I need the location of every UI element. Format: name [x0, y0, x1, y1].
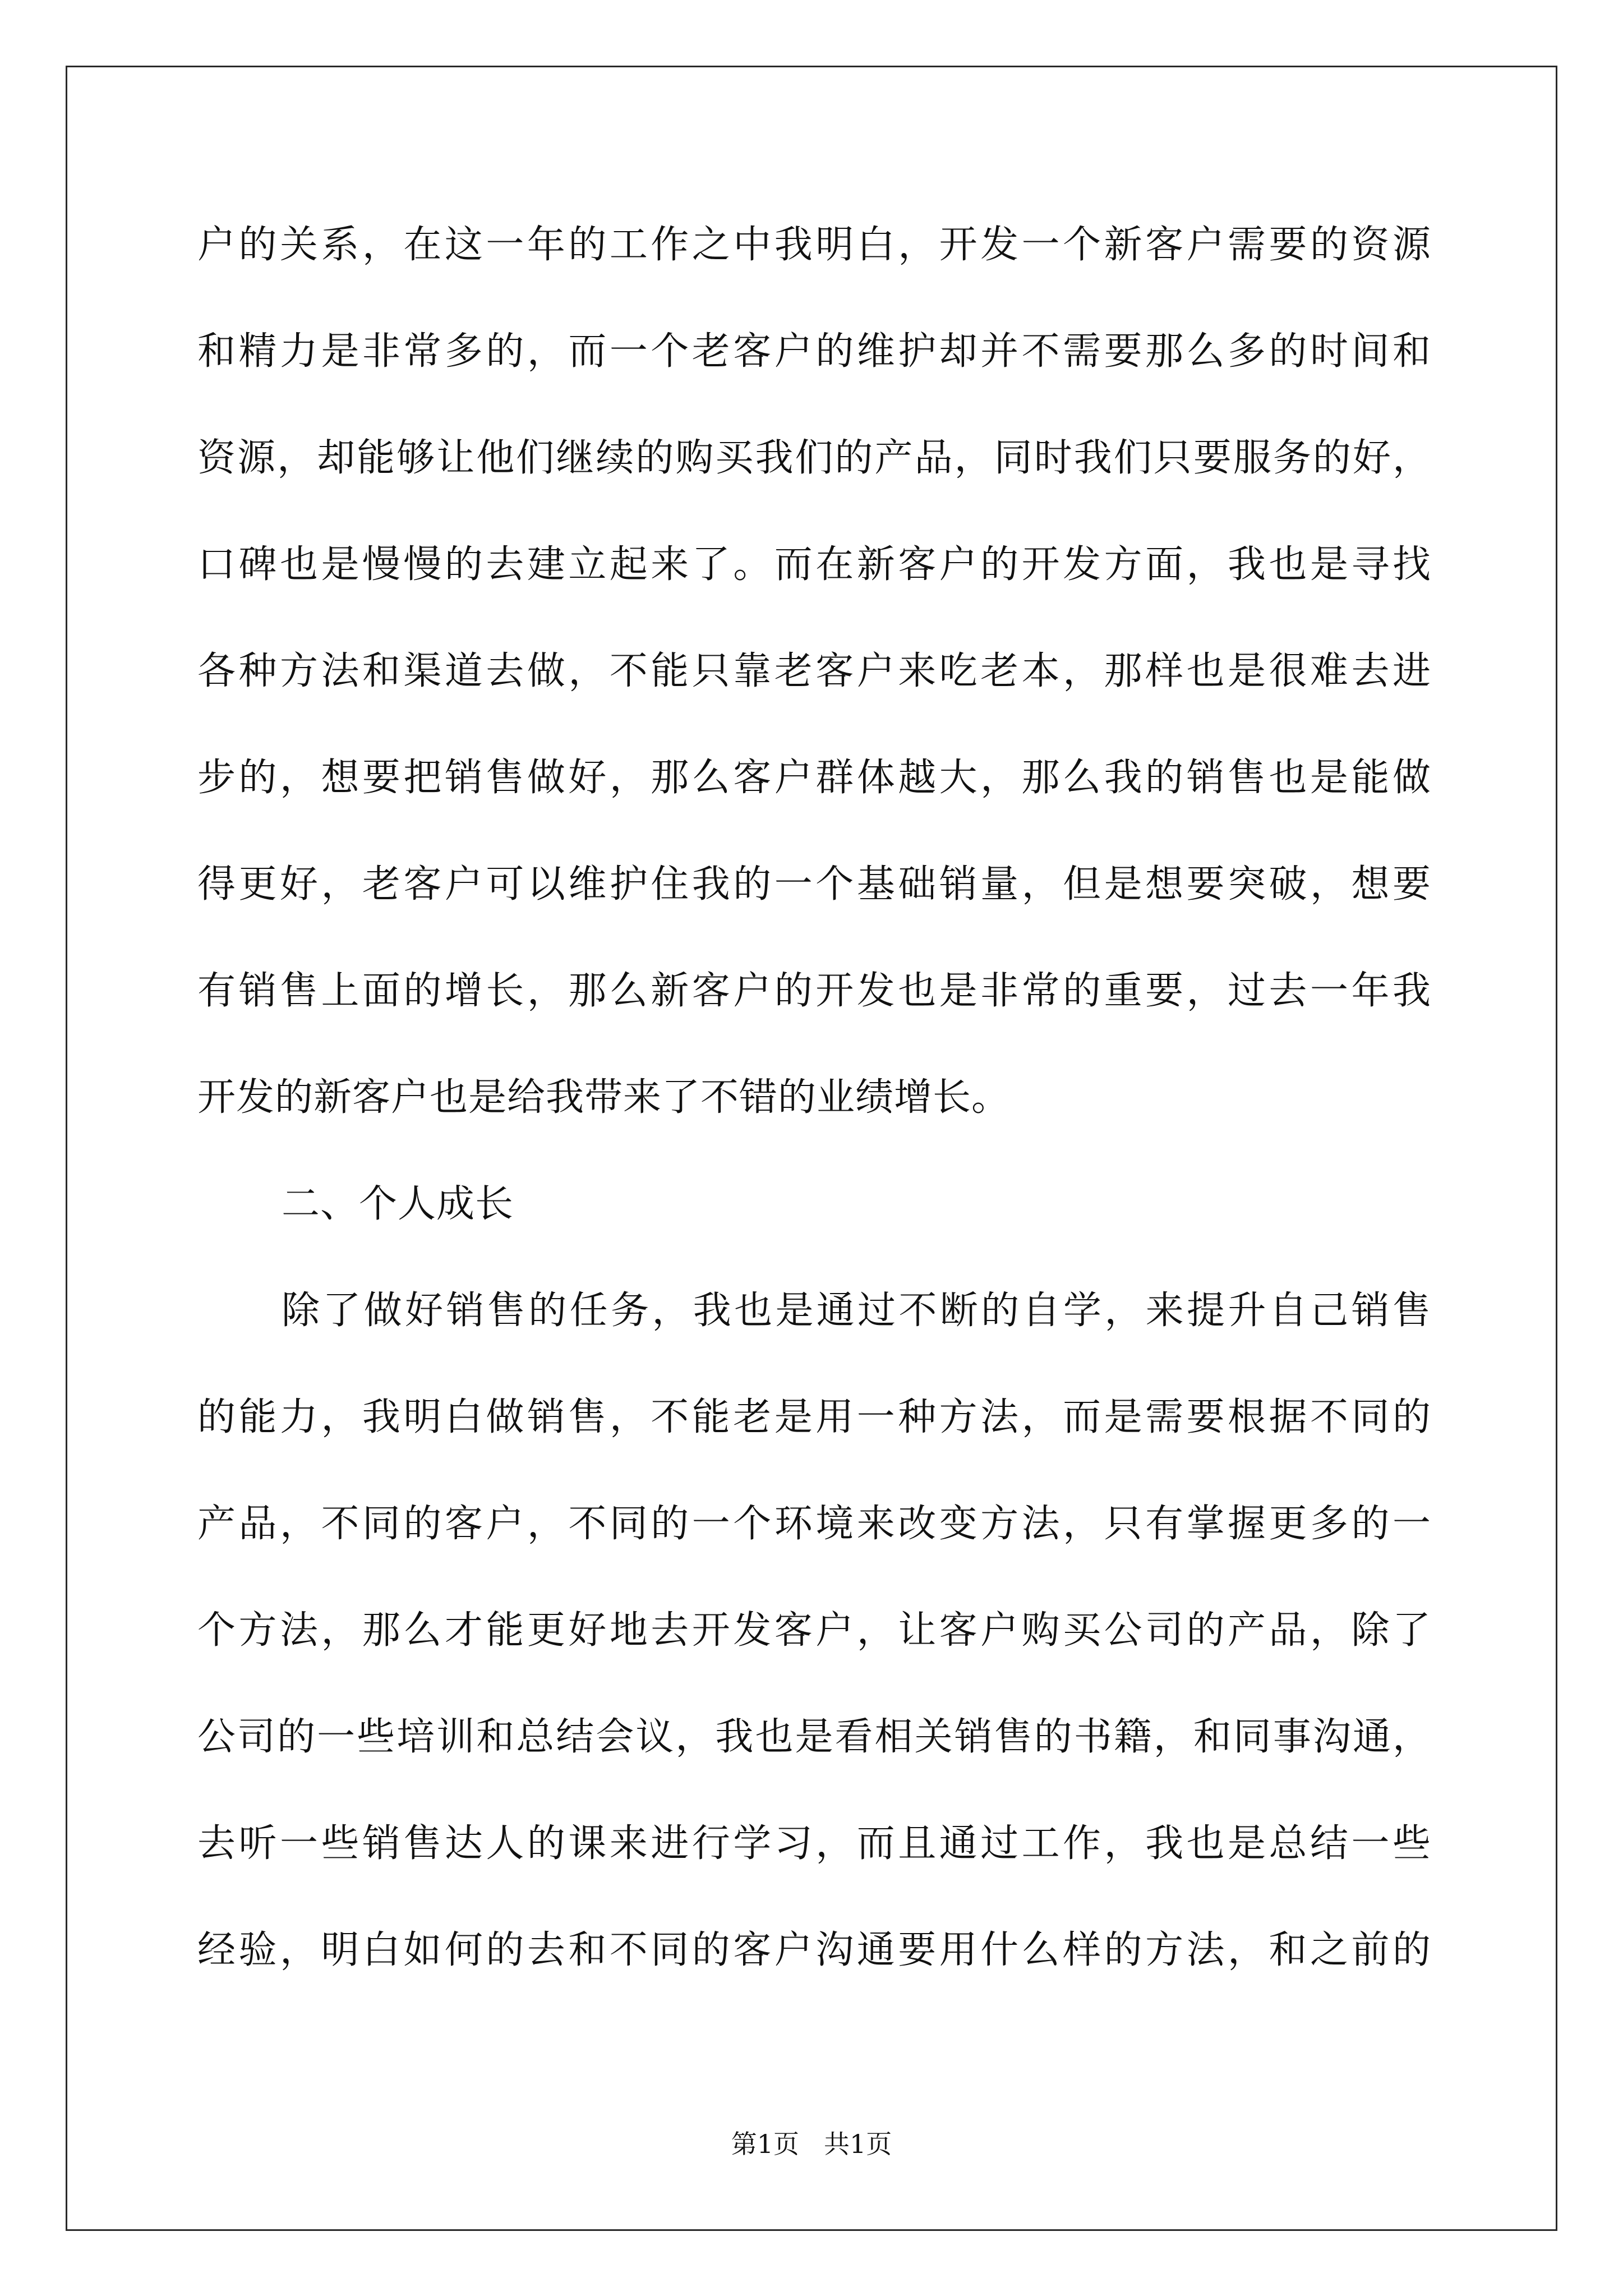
text-line: 和精力是非常多的，而一个老客户的维护却并不需要那么多的时间和 [197, 329, 1431, 374]
text-line: 经验，明白如何的去和不同的客户沟通要用什么样的方法，和之前的 [197, 1928, 1431, 1972]
section-heading: 二、个人成长 [282, 1182, 514, 1226]
text-line: 开发的新客户也是给我带来了不错的业绩增长。 [197, 1075, 1011, 1120]
text-line: 产品，不同的客户，不同的一个环境来改变方法，只有掌握更多的一 [197, 1502, 1431, 1546]
text-line: 有销售上面的增长，那么新客户的开发也是非常的重要，过去一年我 [197, 969, 1431, 1013]
document-body [197, 214, 1431, 2026]
text-line: 资源，却能够让他们继续的购买我们的产品，同时我们只要服务的好， [197, 436, 1431, 480]
text-line: 口碑也是慢慢的去建立起来了。而在新客户的开发方面，我也是寻找 [197, 542, 1431, 587]
page-number: 第1页 [731, 2129, 799, 2159]
page-footer [0, 2127, 1623, 2161]
text-line: 公司的一些培训和总结会议，我也是看相关销售的书籍，和同事沟通， [197, 1715, 1431, 1759]
page-count: 共1页 [824, 2129, 892, 2159]
text-line: 个方法，那么才能更好地去开发客户，让客户购买公司的产品，除了 [197, 1608, 1431, 1653]
text-line: 除了做好销售的任务，我也是通过不断的自学，来提升自己销售 [282, 1289, 1431, 1333]
text-line: 去听一些销售达人的课来进行学习，而且通过工作，我也是总结一些 [197, 1821, 1431, 1866]
text-line: 步的，想要把销售做好，那么客户群体越大，那么我的销售也是能做 [197, 756, 1431, 800]
text-line: 得更好，老客户可以维护住我的一个基础销量，但是想要突破，想要 [197, 862, 1431, 907]
text-line: 的能力，我明白做销售，不能老是用一种方法，而是需要根据不同的 [197, 1395, 1431, 1439]
text-line: 各种方法和渠道去做，不能只靠老客户来吃老本，那样也是很难去进 [197, 649, 1431, 693]
text-line: 户的关系，在这一年的工作之中我明白，开发一个新客户需要的资源 [197, 223, 1431, 267]
